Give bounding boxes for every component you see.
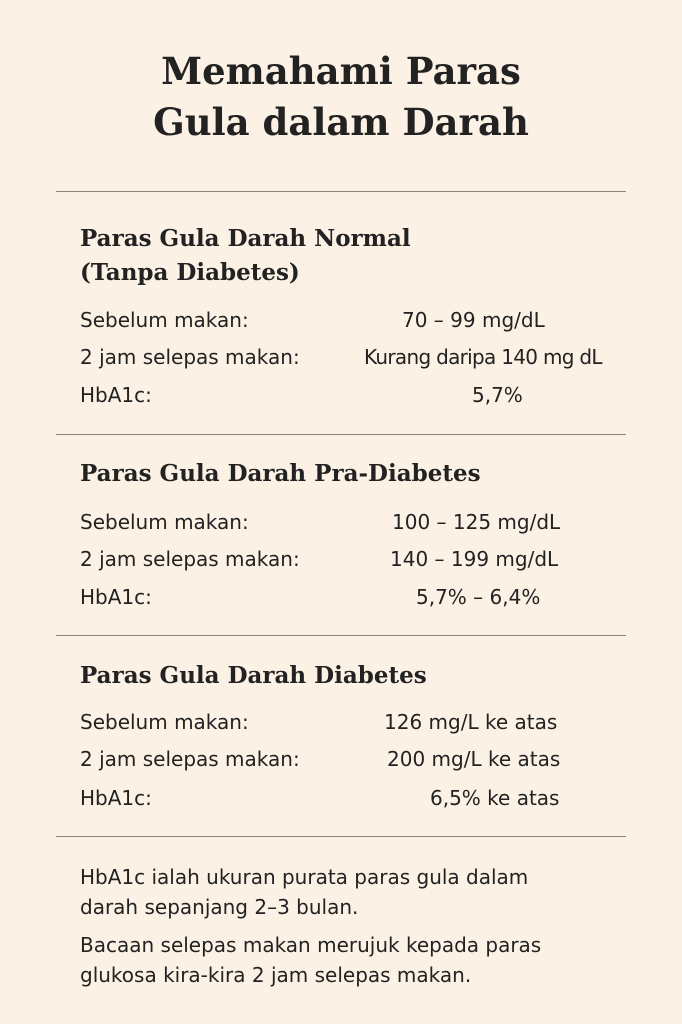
page-title-line-2: Gula dalam Darah — [153, 100, 529, 144]
prediabetes-row-before-meal — [80, 505, 640, 539]
normal-row-hba1c — [80, 378, 640, 412]
diabetes-row-hba1c — [80, 781, 640, 815]
section-heading-diabetes — [80, 659, 620, 693]
row-label: 2 jam selepas makan: — [80, 747, 300, 771]
diabetes-row-before-meal — [80, 705, 640, 739]
row-value: 126 mg/L ke atas — [384, 710, 558, 734]
prediabetes-row-hba1c — [80, 580, 640, 614]
section-heading-prediabetes-line-1: Paras Gula Darah Pra-Diabetes — [80, 460, 481, 487]
divider — [56, 635, 626, 636]
note-hba1c-line-2: darah sepanjang 2–3 bulan. — [80, 895, 359, 919]
section-heading-normal-line-1: Paras Gula Darah Normal — [80, 225, 411, 252]
normal-row-after-meal — [80, 340, 640, 374]
row-value: 140 – 199 mg/dL — [390, 547, 559, 571]
row-value: Kurang daripa 140 mg dL — [364, 345, 602, 369]
note-hba1c — [80, 862, 620, 922]
row-value: 5,7% — [472, 383, 523, 407]
section-heading-diabetes-line-1: Paras Gula Darah Diabetes — [80, 662, 427, 689]
row-label: Sebelum makan: — [80, 308, 249, 332]
note-hba1c-line-1: HbA1c ialah ukuran purata paras gula dalam — [80, 865, 529, 889]
row-label: Sebelum makan: — [80, 710, 249, 734]
divider — [56, 836, 626, 837]
row-value: 200 mg/L ke atas — [387, 747, 561, 771]
section-heading-prediabetes — [80, 457, 620, 491]
note-after-meal-line-2: glukosa kira-kira 2 jam selepas makan. — [80, 963, 472, 987]
note-after-meal — [80, 930, 620, 990]
row-value: 100 – 125 mg/dL — [392, 510, 561, 534]
row-label: 2 jam selepas makan: — [80, 547, 300, 571]
row-label: HbA1c: — [80, 786, 152, 810]
divider — [56, 434, 626, 435]
diabetes-row-after-meal — [80, 742, 640, 776]
page-title — [0, 46, 682, 148]
note-after-meal-line-1: Bacaan selepas makan merujuk kepada paras — [80, 933, 542, 957]
page-title-line-1: Memahami Paras — [161, 49, 521, 93]
row-value: 70 – 99 mg/dL — [402, 308, 545, 332]
prediabetes-row-after-meal — [80, 542, 640, 576]
section-heading-normal-line-2: (Tanpa Diabetes) — [80, 259, 300, 286]
normal-row-before-meal — [80, 303, 640, 337]
row-value: 6,5% ke atas — [430, 786, 560, 810]
row-label: HbA1c: — [80, 383, 152, 407]
row-label: 2 jam selepas makan: — [80, 345, 300, 369]
section-heading-normal — [80, 222, 620, 290]
row-value: 5,7% – 6,4% — [416, 585, 541, 609]
divider — [56, 191, 626, 192]
row-label: HbA1c: — [80, 585, 152, 609]
row-label: Sebelum makan: — [80, 510, 249, 534]
